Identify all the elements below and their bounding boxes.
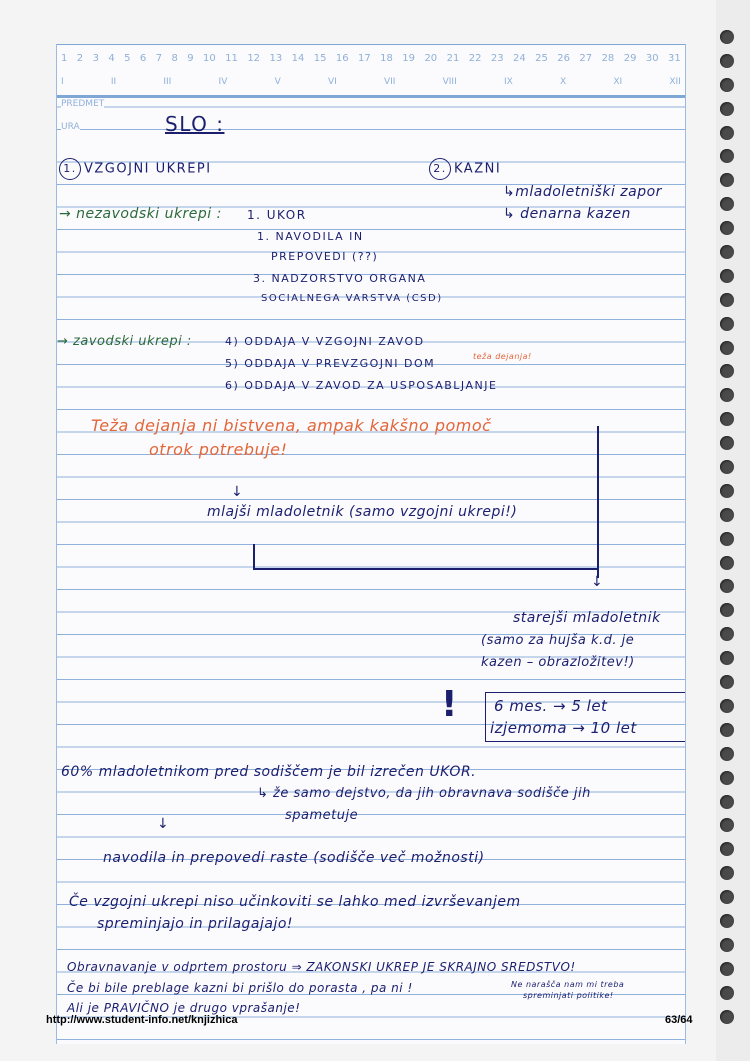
closing-note-a: Ne narašča nam mi treba <box>511 980 625 989</box>
spiral-binding <box>720 30 738 1033</box>
binding-hole <box>720 173 734 187</box>
binding-hole <box>720 986 734 1000</box>
non-inst-item-2b: PREPOVEDI (??) <box>271 250 379 263</box>
day-number: 13 <box>269 53 283 64</box>
month-numeral: I <box>61 77 64 87</box>
non-inst-item-3a: 3. NADZORSTVO ORGANA <box>253 272 427 285</box>
binding-hole <box>720 699 734 713</box>
binding-hole <box>720 603 734 617</box>
month-numeral: IX <box>503 77 513 87</box>
binding-hole <box>720 78 734 92</box>
penalty-item-1: ↳mladoletniški zapor <box>503 184 662 200</box>
closing-note-b: spreminjati politike! <box>523 991 614 1000</box>
binding-hole <box>720 293 734 307</box>
day-number: 21 <box>446 53 460 64</box>
older-note-2: kazen – obrazložitev!) <box>481 655 635 670</box>
inst-item-1: 4) ODDAJA V VZGOJNI ZAVOD <box>225 335 425 348</box>
day-number: 15 <box>313 53 327 64</box>
ineffective-line-1: Če vzgojni ukrepi niso učinkoviti se lahko med izvrševanjem <box>69 894 521 910</box>
binding-hole <box>720 341 734 355</box>
footer-url: http://www.student-info.net/knjizhica <box>46 1014 238 1026</box>
binding-hole <box>720 317 734 331</box>
stat-arrow-icon: ↓ <box>157 816 170 832</box>
day-number: 19 <box>402 53 416 64</box>
binding-hole <box>720 723 734 737</box>
binding-hole <box>720 102 734 116</box>
month-numeral: VII <box>383 77 396 87</box>
day-numbers-row <box>61 53 681 64</box>
day-number: 22 <box>468 53 482 64</box>
closing-line-1: Obravnavanje v odprtem prostoru ⇒ ZAKONSKI UKREP JE SKRAJNO SREDSTVO! <box>67 960 576 974</box>
date-header-bar <box>57 44 685 98</box>
binding-hole <box>720 771 734 785</box>
day-number: 23 <box>490 53 504 64</box>
day-number: 5 <box>124 53 131 64</box>
binding-hole <box>720 54 734 68</box>
day-number: 28 <box>601 53 615 64</box>
binding-hole <box>720 651 734 665</box>
month-numerals-row <box>61 77 681 87</box>
day-number: 27 <box>579 53 593 64</box>
older-minor: starejši mladoletnik <box>513 610 661 626</box>
binding-hole <box>720 962 734 976</box>
day-number: 4 <box>108 53 115 64</box>
binding-hole <box>720 842 734 856</box>
predmet-label: PREDMET <box>61 99 105 109</box>
month-numeral: VI <box>327 77 337 87</box>
penalties-title: KAZNI <box>454 161 502 177</box>
day-number: 12 <box>247 53 261 64</box>
day-number: 7 <box>155 53 163 64</box>
month-numeral: X <box>559 77 567 87</box>
exclaim-mark: ! <box>441 684 458 725</box>
binding-hole <box>720 818 734 832</box>
day-number: 24 <box>513 53 526 64</box>
day-number: 20 <box>424 53 438 64</box>
measures-heading <box>59 158 212 180</box>
binding-hole <box>720 627 734 641</box>
younger-arrow-icon: ↓ <box>231 484 244 500</box>
binding-hole <box>720 579 734 593</box>
month-numeral: XII <box>669 77 681 87</box>
binding-hole <box>720 388 734 402</box>
day-number: 2 <box>76 53 84 64</box>
binding-hole <box>720 747 734 761</box>
binding-hole <box>720 460 734 474</box>
day-number: 17 <box>358 53 371 64</box>
instructions-line: navodila in prepovedi raste (sodišče več možnosti) <box>103 850 485 866</box>
binding-hole <box>720 126 734 140</box>
day-number: 31 <box>667 53 681 64</box>
lined-paper <box>56 44 686 1044</box>
day-number: 25 <box>535 53 548 64</box>
day-number: 30 <box>645 53 659 64</box>
notes-title: SLO : <box>165 112 225 136</box>
penalty-item-2: ↳ denarna kazen <box>503 206 631 222</box>
binding-hole <box>720 914 734 928</box>
binding-hole <box>720 675 734 689</box>
binding-hole <box>720 245 734 259</box>
binding-hole <box>720 484 734 498</box>
binding-hole <box>720 508 734 522</box>
binding-hole <box>720 556 734 570</box>
bracket-bottom-line <box>253 568 597 570</box>
penalties-number: 2. <box>429 158 451 180</box>
day-number: 9 <box>187 53 194 64</box>
binding-hole <box>720 866 734 880</box>
binding-hole <box>720 436 734 450</box>
binding-hole <box>720 221 734 235</box>
bracket-right-line <box>597 426 599 578</box>
ineffective-line-2: spreminjajo in prilagajajo! <box>97 916 294 932</box>
closing-line-2: Če bi bile preblage kazni bi prišlo do porasta , pa ni ! <box>67 981 413 995</box>
statistic-line: 60% mladoletnikom pred sodiščem je bil izrečen UKOR. <box>61 764 477 780</box>
orange-statement-2: otrok potrebuje! <box>149 440 288 459</box>
non-inst-item-3b: SOCIALNEGA VARSTVA (CSD) <box>261 293 443 304</box>
binding-hole <box>720 1010 734 1024</box>
binding-hole <box>720 149 734 163</box>
month-numeral: II <box>110 77 117 87</box>
older-note-1: (samo za hujša k.d. je <box>481 633 635 648</box>
box-line-2: izjemoma → 10 let <box>490 719 637 737</box>
day-number: 29 <box>623 53 637 64</box>
binding-hole <box>720 269 734 283</box>
binding-hole <box>720 532 734 546</box>
day-number: 3 <box>92 53 99 64</box>
binding-hole <box>720 938 734 952</box>
statistic-sub-1: ↳ že samo dejstvo, da jih obravnava sodišče jih <box>257 786 591 801</box>
day-number: 8 <box>171 53 178 64</box>
orange-statement-1: Teža dejanja ni bistvena, ampak kakšno pomoč <box>91 416 492 435</box>
day-number: 16 <box>335 53 349 64</box>
month-numeral: XI <box>613 77 623 87</box>
month-numeral: VIII <box>442 77 457 87</box>
footer-page-number: 63/64 <box>665 1014 693 1026</box>
measures-title: VZGOJNI UKREPI <box>84 161 212 177</box>
binding-hole <box>720 30 734 44</box>
box-line-1: 6 mes. → 5 let <box>494 697 608 715</box>
inst-item-2-note: teža dejanja! <box>473 352 532 361</box>
binding-hole <box>720 364 734 378</box>
non-institutional-label: → nezavodski ukrepi : <box>59 206 222 222</box>
day-number: 26 <box>557 53 571 64</box>
institutional-label: → zavodski ukrepi : <box>57 334 192 349</box>
day-number: 6 <box>139 53 147 64</box>
binding-hole <box>720 795 734 809</box>
measures-number: 1. <box>59 158 81 180</box>
month-numeral: IV <box>218 77 228 87</box>
binding-hole <box>720 412 734 426</box>
binding-hole <box>720 197 734 211</box>
bracket-arrow-icon: ↓ <box>591 574 604 590</box>
inst-item-3: 6) ODDAJA V ZAVOD ZA USPOSABLJANJE <box>225 379 498 392</box>
penalties-heading <box>429 158 501 180</box>
day-number: 14 <box>291 53 305 64</box>
statistic-sub-2: spametuje <box>285 808 359 823</box>
binding-hole <box>720 890 734 904</box>
month-numeral: V <box>274 77 281 87</box>
day-number: 10 <box>203 53 216 64</box>
bracket-left-tick <box>253 544 255 569</box>
day-number: 18 <box>380 53 393 64</box>
ura-label: URA <box>61 122 80 132</box>
non-inst-item-2a: 1. NAVODILA IN <box>257 230 364 243</box>
closing-line-3: Ali je PRAVIČNO je drugo vprašanje! <box>67 1001 301 1015</box>
younger-minor: mlajši mladoletnik (samo vzgojni ukrepi!) <box>207 504 518 520</box>
non-inst-item-1: 1. UKOR <box>247 208 307 222</box>
day-number: 11 <box>225 53 238 64</box>
inst-item-2: 5) ODDAJA V PREVZGOJNI DOM <box>225 357 436 370</box>
day-number: 1 <box>61 53 68 64</box>
sentence-range-box <box>485 692 686 742</box>
month-numeral: III <box>163 77 172 87</box>
